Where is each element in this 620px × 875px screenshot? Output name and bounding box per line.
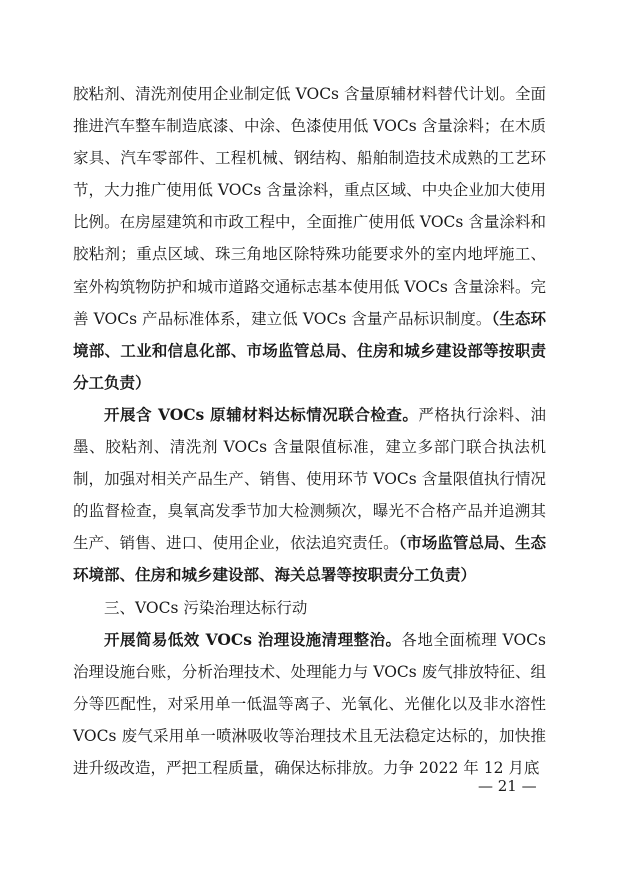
- paragraph-body: 胶粘剂、清洗剂使用企业制定低 VOCs 含量原辅材料替代计划。全面推进汽车整车制造底漆、中涂、色漆使用低 VOCs 含量涂料；在木质家具、汽车零部件、工程机械、钢结构、船舶制造技术成熟的工艺环节，大力推广使用低 VOCs 含量涂料，重点区域、中央企业加大使用比例。在房屋建筑和市政工程中，全面推广使用低 VOCs 含量涂料和胶粘剂；重点区域、珠三角地区除特殊功能要求外的室内地坪施工、室外构筑物防护和城市道路交通标志基本使用低 VOCs 含量涂料。完善 VOCs 产品标准体系，建立低 VOCs 含量产品标识制度。: [73, 85, 546, 328]
- page-number: — 21 —: [478, 777, 537, 795]
- paragraph-lead-heading: 开展含 VOCs 原辅材料达标情况联合检查。: [104, 404, 419, 424]
- paragraph-joint-inspection: [73, 399, 546, 592]
- section-heading: 三、VOCs 污染治理达标行动: [104, 598, 308, 617]
- paragraph-lead-heading: 开展简易低效 VOCs 治理设施清理整治。: [104, 629, 402, 649]
- document-page: [73, 78, 546, 784]
- paragraph-facility-cleanup: [73, 624, 546, 784]
- paragraph-low-voc-substitution: [73, 78, 546, 399]
- responsible-departments: （生态环境部、工业和信息化部、市场监管总局、住房和城乡建设部等按职责分工负责）: [73, 308, 546, 392]
- paragraph-body: 各地全面梳理 VOCs 治理设施台账，分析治理技术、处理能力与 VOCs 废气排放特征、组分等匹配性，对采用单一低温等离子、光氧化、光催化以及非水溶性 VOCs 废气采用单一喷淋吸收等治理技术且无法稳定达标的，加快推进升级改造，严把工程质量，确保达标排放。力争 2022 年 12 月底: [73, 630, 546, 777]
- responsible-departments: （市场监管总局、生态环境部、住房和城乡建设部、海关总署等按职责分工负责）: [73, 533, 546, 585]
- paragraph-body: 严格执行涂料、油墨、胶粘剂、清洗剂 VOCs 含量限值标准，建立多部门联合执法机制，加强对相关产品生产、销售、使用环节 VOCs 含量限值执行情况的监督检查，臭氧高发季节加大检测频次，曝光不合格产品并追溯其生产、销售、进口、使用企业，依法追究责任。: [73, 405, 546, 553]
